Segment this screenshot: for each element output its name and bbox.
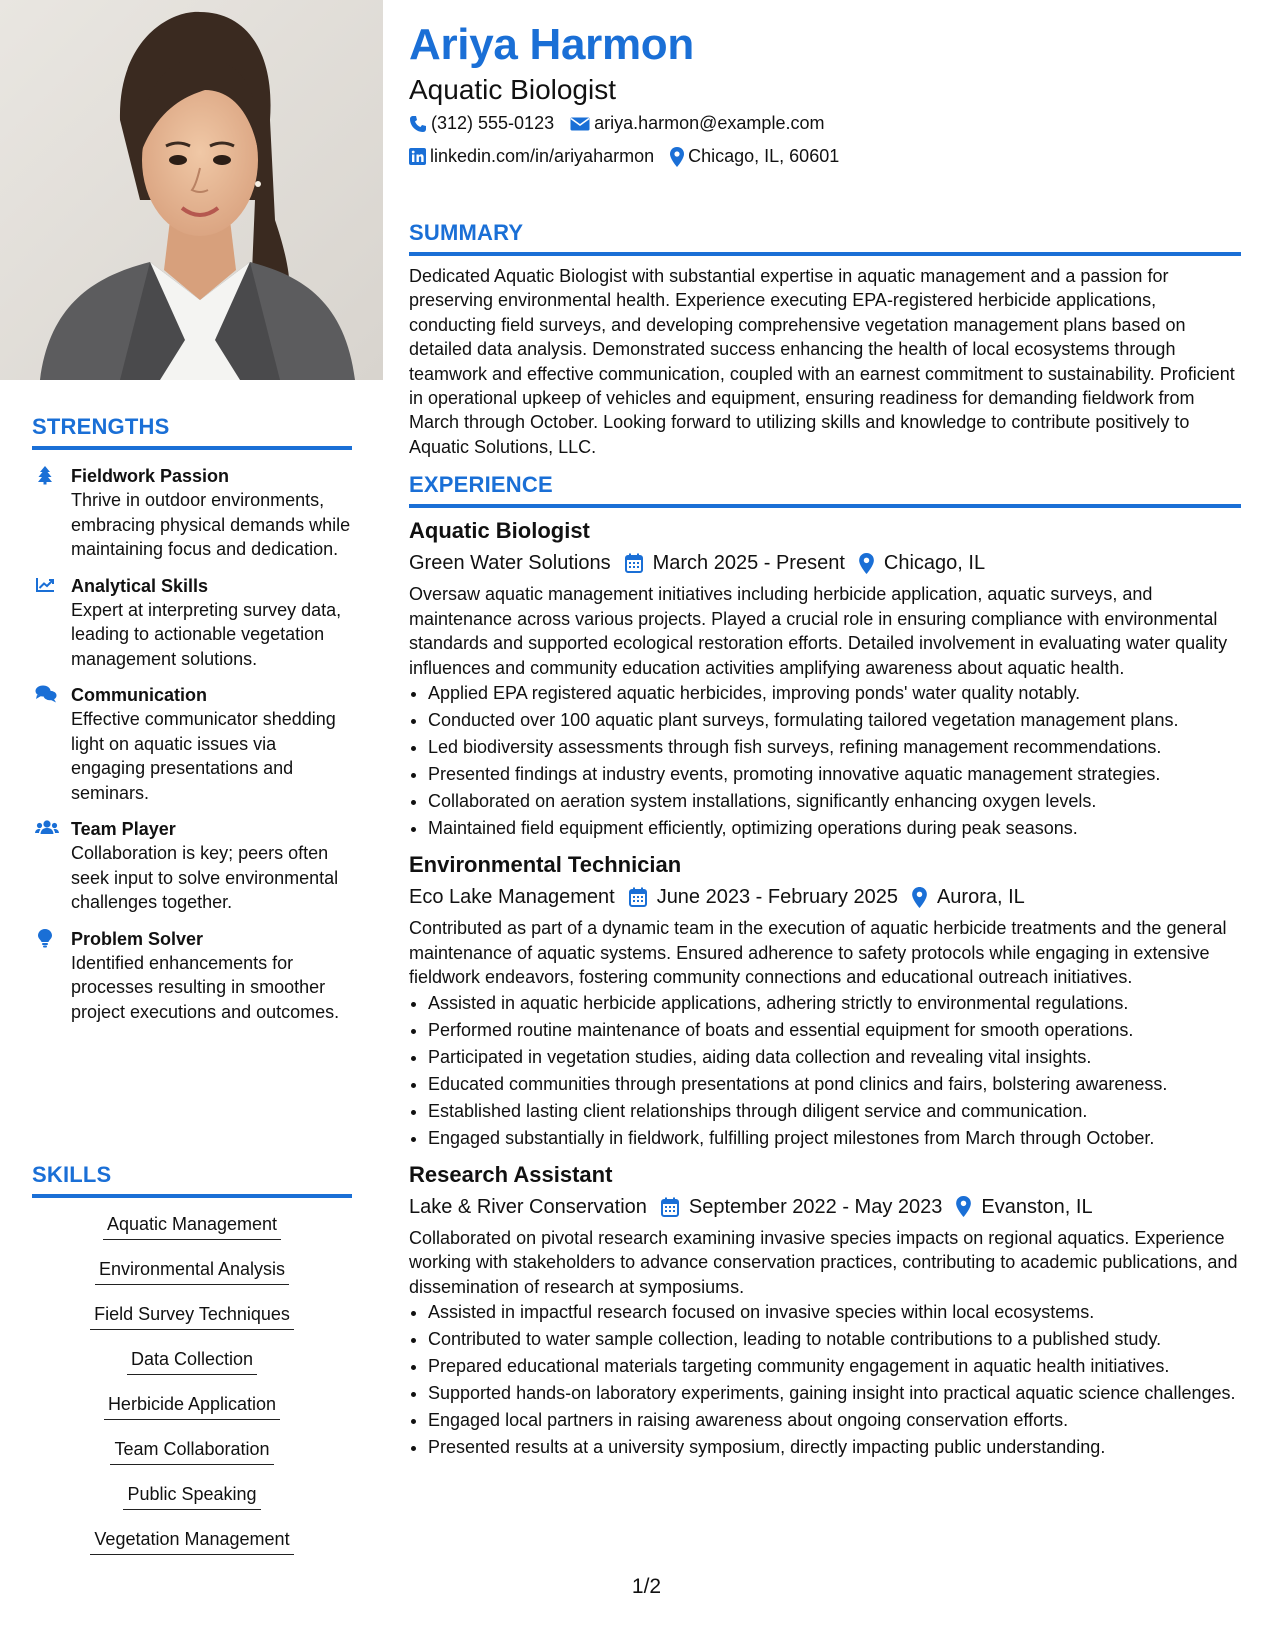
bullet-item: • Prepared educational materials targeting community engagement in aquatic health initiatives.	[428, 1354, 1241, 1378]
job-company: Eco Lake Management	[409, 886, 615, 908]
email-text: ariya.harmon@example.com	[594, 113, 825, 133]
job-meta	[409, 1192, 1241, 1222]
strengths-section	[32, 414, 352, 1024]
job-entry	[409, 850, 1241, 1150]
strength-item	[32, 683, 352, 805]
bullet-item: • Engaged local partners in raising awareness about ongoing conservation efforts.	[428, 1408, 1241, 1432]
bullet-item: • Educated communities through presentations at pond clinics and fairs, bolstering awareness.	[428, 1072, 1241, 1096]
map-pin-icon	[670, 147, 684, 167]
lightbulb-icon	[35, 928, 55, 948]
skill-item: Vegetation Management	[90, 1527, 293, 1555]
calendar-icon	[625, 553, 643, 573]
job-title: Environmental Technician	[409, 852, 682, 877]
job-entry	[409, 516, 1241, 840]
skill-item: Team Collaboration	[110, 1437, 273, 1465]
skill-item: Herbicide Application	[104, 1392, 280, 1420]
job-description: Oversaw aquatic management initiatives including herbicide application, aquatic surveys, and maintenance across various projects. Played a crucial role in ensuring compliance with environmental standards and supported ecological restoration efforts. Detailed involvement in evaluating water quality influences and community education activities amplifying awareness about aquatic health.	[409, 584, 1228, 678]
skill-item: Aquatic Management	[103, 1212, 281, 1240]
bullet-item: • Presented findings at industry events, promoting innovative aquatic management strategies.	[428, 762, 1241, 786]
strength-desc: Effective communicator shedding light on aquatic issues via engaging presentations and seminars.	[71, 709, 336, 803]
calendar-icon	[629, 887, 647, 907]
bullet-item: • Contributed to water sample collection, leading to notable contributions to a published study.	[428, 1327, 1241, 1351]
strength-desc: Thrive in outdoor environments, embracing physical demands while maintaining focus and dedication.	[71, 490, 351, 559]
candidate-role: Aquatic Biologist	[409, 74, 617, 105]
strength-item	[32, 817, 352, 915]
bullet-item: • Collaborated on aeration system installations, significantly enhancing oxygen levels.	[428, 789, 1241, 813]
job-location-wrap	[859, 548, 985, 578]
chart-line-icon	[35, 575, 55, 595]
skill-item: Data Collection	[127, 1347, 257, 1375]
strength-desc: Identified enhancements for processes resulting in smoother project executions and outcomes.	[71, 952, 340, 1022]
location-text: Chicago, IL, 60601	[688, 146, 840, 166]
strength-item	[32, 927, 352, 1025]
bullet-item: • Conducted over 100 aquatic plant surveys, formulating tailored vegetation management plans.	[428, 708, 1241, 732]
page-indicator: 1/2	[631, 1575, 662, 1598]
summary-section	[409, 220, 1241, 459]
skills-title: SKILLS	[32, 1162, 352, 1198]
bullet-item: • Participated in vegetation studies, aiding data collection and revealing vital insights.	[428, 1045, 1241, 1069]
summary-text: Dedicated Aquatic Biologist with substantial expertise in aquatic management and a passion for preserving environmental health. Experience executing EPA-registered herbicide applications, conducting field surveys, and developing comprehensive vegetation management plans based on detailed data analysis. Demonstrated success enhancing the health of local ecosystems through teamwork and effective communication, coupled with an earnest commitment to sustainability. Proficient in operational upkeep of vehicles and equipment, ensuring readiness for demanding fieldwork from March through October. Looking forward to utilizing skills and knowledge to contribute positively to Aquatic Solutions, LLC.	[409, 266, 1235, 457]
calendar-icon	[661, 1197, 679, 1217]
candidate-name: Ariya Harmon	[409, 20, 694, 69]
page-total: 2	[649, 1575, 662, 1598]
job-dates-wrap	[625, 548, 845, 578]
job-dates-wrap	[661, 1192, 943, 1222]
strength-desc: Collaboration is key; peers often seek input to solve environmental challenges together.	[71, 843, 339, 912]
profile-photo	[0, 0, 383, 380]
job-bullets	[409, 681, 1241, 840]
strength-item	[32, 464, 352, 562]
job-location-wrap	[956, 1192, 1092, 1222]
bullet-item: • Led biodiversity assessments through fish surveys, refining management recommendations.	[428, 735, 1241, 759]
bullet-item: • Supported hands-on laboratory experiments, gaining insight into practical aquatic science challenges.	[428, 1381, 1241, 1405]
map-pin-icon	[956, 1196, 971, 1217]
tree-icon	[35, 465, 55, 485]
experience-title: EXPERIENCE	[409, 472, 1241, 508]
summary-title: SUMMARY	[409, 220, 1241, 256]
bullet-item: • Maintained field equipment efficiently, optimizing operations during peak seasons.	[428, 816, 1241, 840]
phone-contact[interactable]	[409, 113, 554, 134]
job-dates: June 2023 - February 2025	[656, 886, 898, 908]
phone-text: (312) 555-0123	[431, 113, 555, 133]
skill-item: Field Survey Techniques	[90, 1302, 294, 1330]
bullet-item: • Established lasting client relationships through diligent service and communication.	[428, 1099, 1241, 1123]
bullet-item: • Presented results at a university symposium, directly impacting public understanding.	[428, 1435, 1241, 1459]
bullet-item: • Assisted in aquatic herbicide applications, adhering strictly to environmental regulations.	[428, 991, 1241, 1015]
job-dates: September 2022 - May 2023	[688, 1195, 943, 1218]
job-entry	[409, 1160, 1241, 1460]
job-dates-wrap	[629, 882, 898, 912]
map-pin-icon	[859, 553, 874, 574]
bullet-item: • Engaged substantially in fieldwork, fulfilling project milestones from March through October.	[428, 1126, 1241, 1150]
experience-section	[409, 472, 1241, 1462]
strength-title: Analytical Skills	[71, 575, 209, 596]
job-meta	[409, 548, 1241, 578]
strength-desc: Expert at interpreting survey data, leading to actionable vegetation management solutions.	[71, 599, 342, 669]
strength-title: Fieldwork Passion	[71, 466, 230, 486]
job-location: Chicago, IL	[883, 552, 986, 574]
users-icon	[35, 818, 55, 838]
comments-icon	[35, 684, 55, 704]
job-title: Research Assistant	[409, 1161, 613, 1187]
email-contact[interactable]	[570, 113, 824, 134]
job-meta	[409, 882, 1241, 912]
job-location-wrap	[912, 882, 1025, 912]
skills-section	[32, 1162, 352, 1572]
skill-item: Public Speaking	[123, 1482, 260, 1510]
page-current: 1	[631, 1575, 644, 1598]
strength-item	[32, 574, 352, 672]
linkedin-text: linkedin.com/in/ariyaharmon	[430, 146, 655, 166]
bullet-item: • Assisted in impactful research focused on invasive species within local ecosystems.	[428, 1300, 1241, 1324]
left-column	[0, 0, 383, 1650]
job-location: Aurora, IL	[936, 886, 1025, 908]
job-description: Collaborated on pivotal research examining invasive species impacts on regional aquatics. Experience working with stakeholders to advance conservation practices, contributing to academic publications, and dissemination of research at symposiums.	[409, 1227, 1238, 1297]
job-location: Evanston, IL	[981, 1195, 1093, 1218]
envelope-icon	[570, 116, 590, 132]
contact-row	[409, 146, 855, 167]
strengths-title: STRENGTHS	[32, 414, 352, 450]
skill-item: Environmental Analysis	[95, 1257, 289, 1285]
job-description: Contributed as part of a dynamic team in the execution of aquatic herbicide treatments and the general maintenance of aquatic systems. Ensured adherence to safety protocols while engaging in extensive fieldwork endeavors, fostering community connections and educational outreach initiatives.	[409, 918, 1227, 987]
job-dates: March 2025 - Present	[652, 552, 845, 574]
bullet-item: • Applied EPA registered aquatic herbicides, improving ponds' water quality notably.	[428, 681, 1241, 705]
strength-title: Communication	[71, 685, 208, 705]
map-pin-icon	[912, 887, 927, 908]
skills-list	[32, 1212, 352, 1572]
job-bullets	[409, 1300, 1241, 1459]
bullet-item: • Performed routine maintenance of boats and essential equipment for smooth operations.	[428, 1018, 1241, 1042]
location-contact	[670, 146, 839, 167]
job-company: Lake & River Conservation	[409, 1195, 647, 1218]
job-bullets	[409, 991, 1241, 1150]
job-title: Aquatic Biologist	[409, 518, 590, 543]
linkedin-icon	[409, 148, 426, 165]
strength-title: Team Player	[71, 819, 176, 839]
contact-row	[409, 113, 840, 134]
linkedin-contact[interactable]	[409, 146, 654, 167]
strength-title: Problem Solver	[71, 928, 204, 949]
phone-icon	[409, 115, 427, 133]
job-company: Green Water Solutions	[409, 552, 611, 574]
